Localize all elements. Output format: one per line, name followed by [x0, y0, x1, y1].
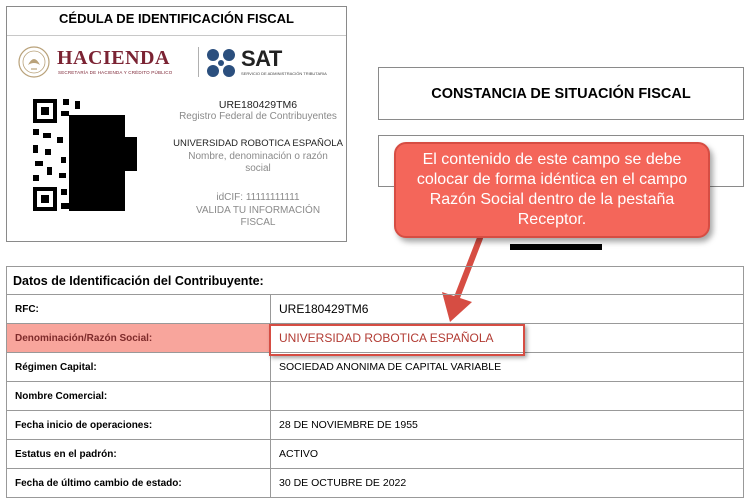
- cedula-rfc: URE180429TM6: [218, 99, 298, 111]
- row-value: 30 DE OCTUBRE DE 2022: [271, 469, 744, 498]
- table-header-row: [7, 267, 744, 295]
- row-label: Fecha de último cambio de estado:: [7, 469, 271, 498]
- table-row: [7, 295, 744, 324]
- cedula-name: UNIVERSIDAD ROBOTICA ESPAÑOLA: [173, 138, 343, 149]
- row-value: [271, 382, 744, 411]
- row-label: Denominación/Razón Social:: [7, 324, 271, 353]
- table-row: [7, 353, 744, 382]
- contributor-data-table: [6, 266, 744, 498]
- sat-emblem-icon: [205, 47, 237, 79]
- redaction-bar: [510, 244, 602, 250]
- name-label-line-1: Nombre, denominación o razón: [188, 151, 328, 162]
- table-row: [7, 469, 744, 498]
- logo-divider: [198, 47, 199, 77]
- row-value: ACTIVO: [271, 440, 744, 469]
- cedula-rfc-label: Registro Federal de Contribuyentes: [179, 111, 337, 122]
- row-label: Nombre Comercial:: [7, 382, 271, 411]
- row-label: RFC:: [7, 295, 271, 324]
- eagle-seal-icon: [17, 45, 51, 79]
- row-label: Régimen Capital:: [7, 353, 271, 382]
- sat-subtitle: SERVICIO DE ADMINISTRACIÓN TRIBUTARIA: [241, 71, 327, 76]
- instruction-callout: El contenido de este campo se debe colocar de forma idéntica en el campo Razón Social dentro de la pestaña Receptor.: [394, 142, 710, 238]
- valida-line-2: FISCAL: [240, 217, 276, 228]
- row-label: Fecha inicio de operaciones:: [7, 411, 271, 440]
- hacienda-subtitle: SECRETARÍA DE HACIENDA Y CRÉDITO PÚBLICO: [58, 70, 173, 75]
- valida-line-1: VALIDA TU INFORMACIÓN: [195, 205, 321, 216]
- sat-logo: [205, 45, 335, 81]
- row-value: UNIVERSIDAD ROBOTICA ESPAÑOLA: [271, 324, 744, 353]
- hacienda-wordmark: HACIENDA: [57, 47, 170, 69]
- cedula-title: CÉDULA DE IDENTIFICACIÓN FISCAL: [59, 11, 294, 26]
- cedula-card: [6, 6, 347, 242]
- qr-code-icon: [31, 97, 159, 215]
- row-value: SOCIEDAD ANONIMA DE CAPITAL VARIABLE: [271, 353, 744, 382]
- cedula-name-label: [169, 151, 347, 175]
- row-value: 28 DE NOVIEMBRE DE 1955: [271, 411, 744, 440]
- constancia-title: CONSTANCIA DE SITUACIÓN FISCAL: [378, 67, 744, 120]
- row-value: URE180429TM6: [271, 295, 744, 324]
- table-header: Datos de Identificación del Contribuyente:: [7, 267, 744, 295]
- cedula-divider: [7, 35, 346, 36]
- cedula-idcif: idCIF: 11111111111: [216, 192, 300, 203]
- row-label: Estatus en el padrón:: [7, 440, 271, 469]
- table-row-highlighted: [7, 324, 744, 353]
- table-row: [7, 382, 744, 411]
- sat-wordmark: SAT: [241, 46, 282, 71]
- hacienda-logo: [17, 45, 192, 81]
- table-row: [7, 411, 744, 440]
- cedula-valida: [169, 205, 347, 229]
- table-row: [7, 440, 744, 469]
- name-label-line-2: social: [245, 163, 271, 174]
